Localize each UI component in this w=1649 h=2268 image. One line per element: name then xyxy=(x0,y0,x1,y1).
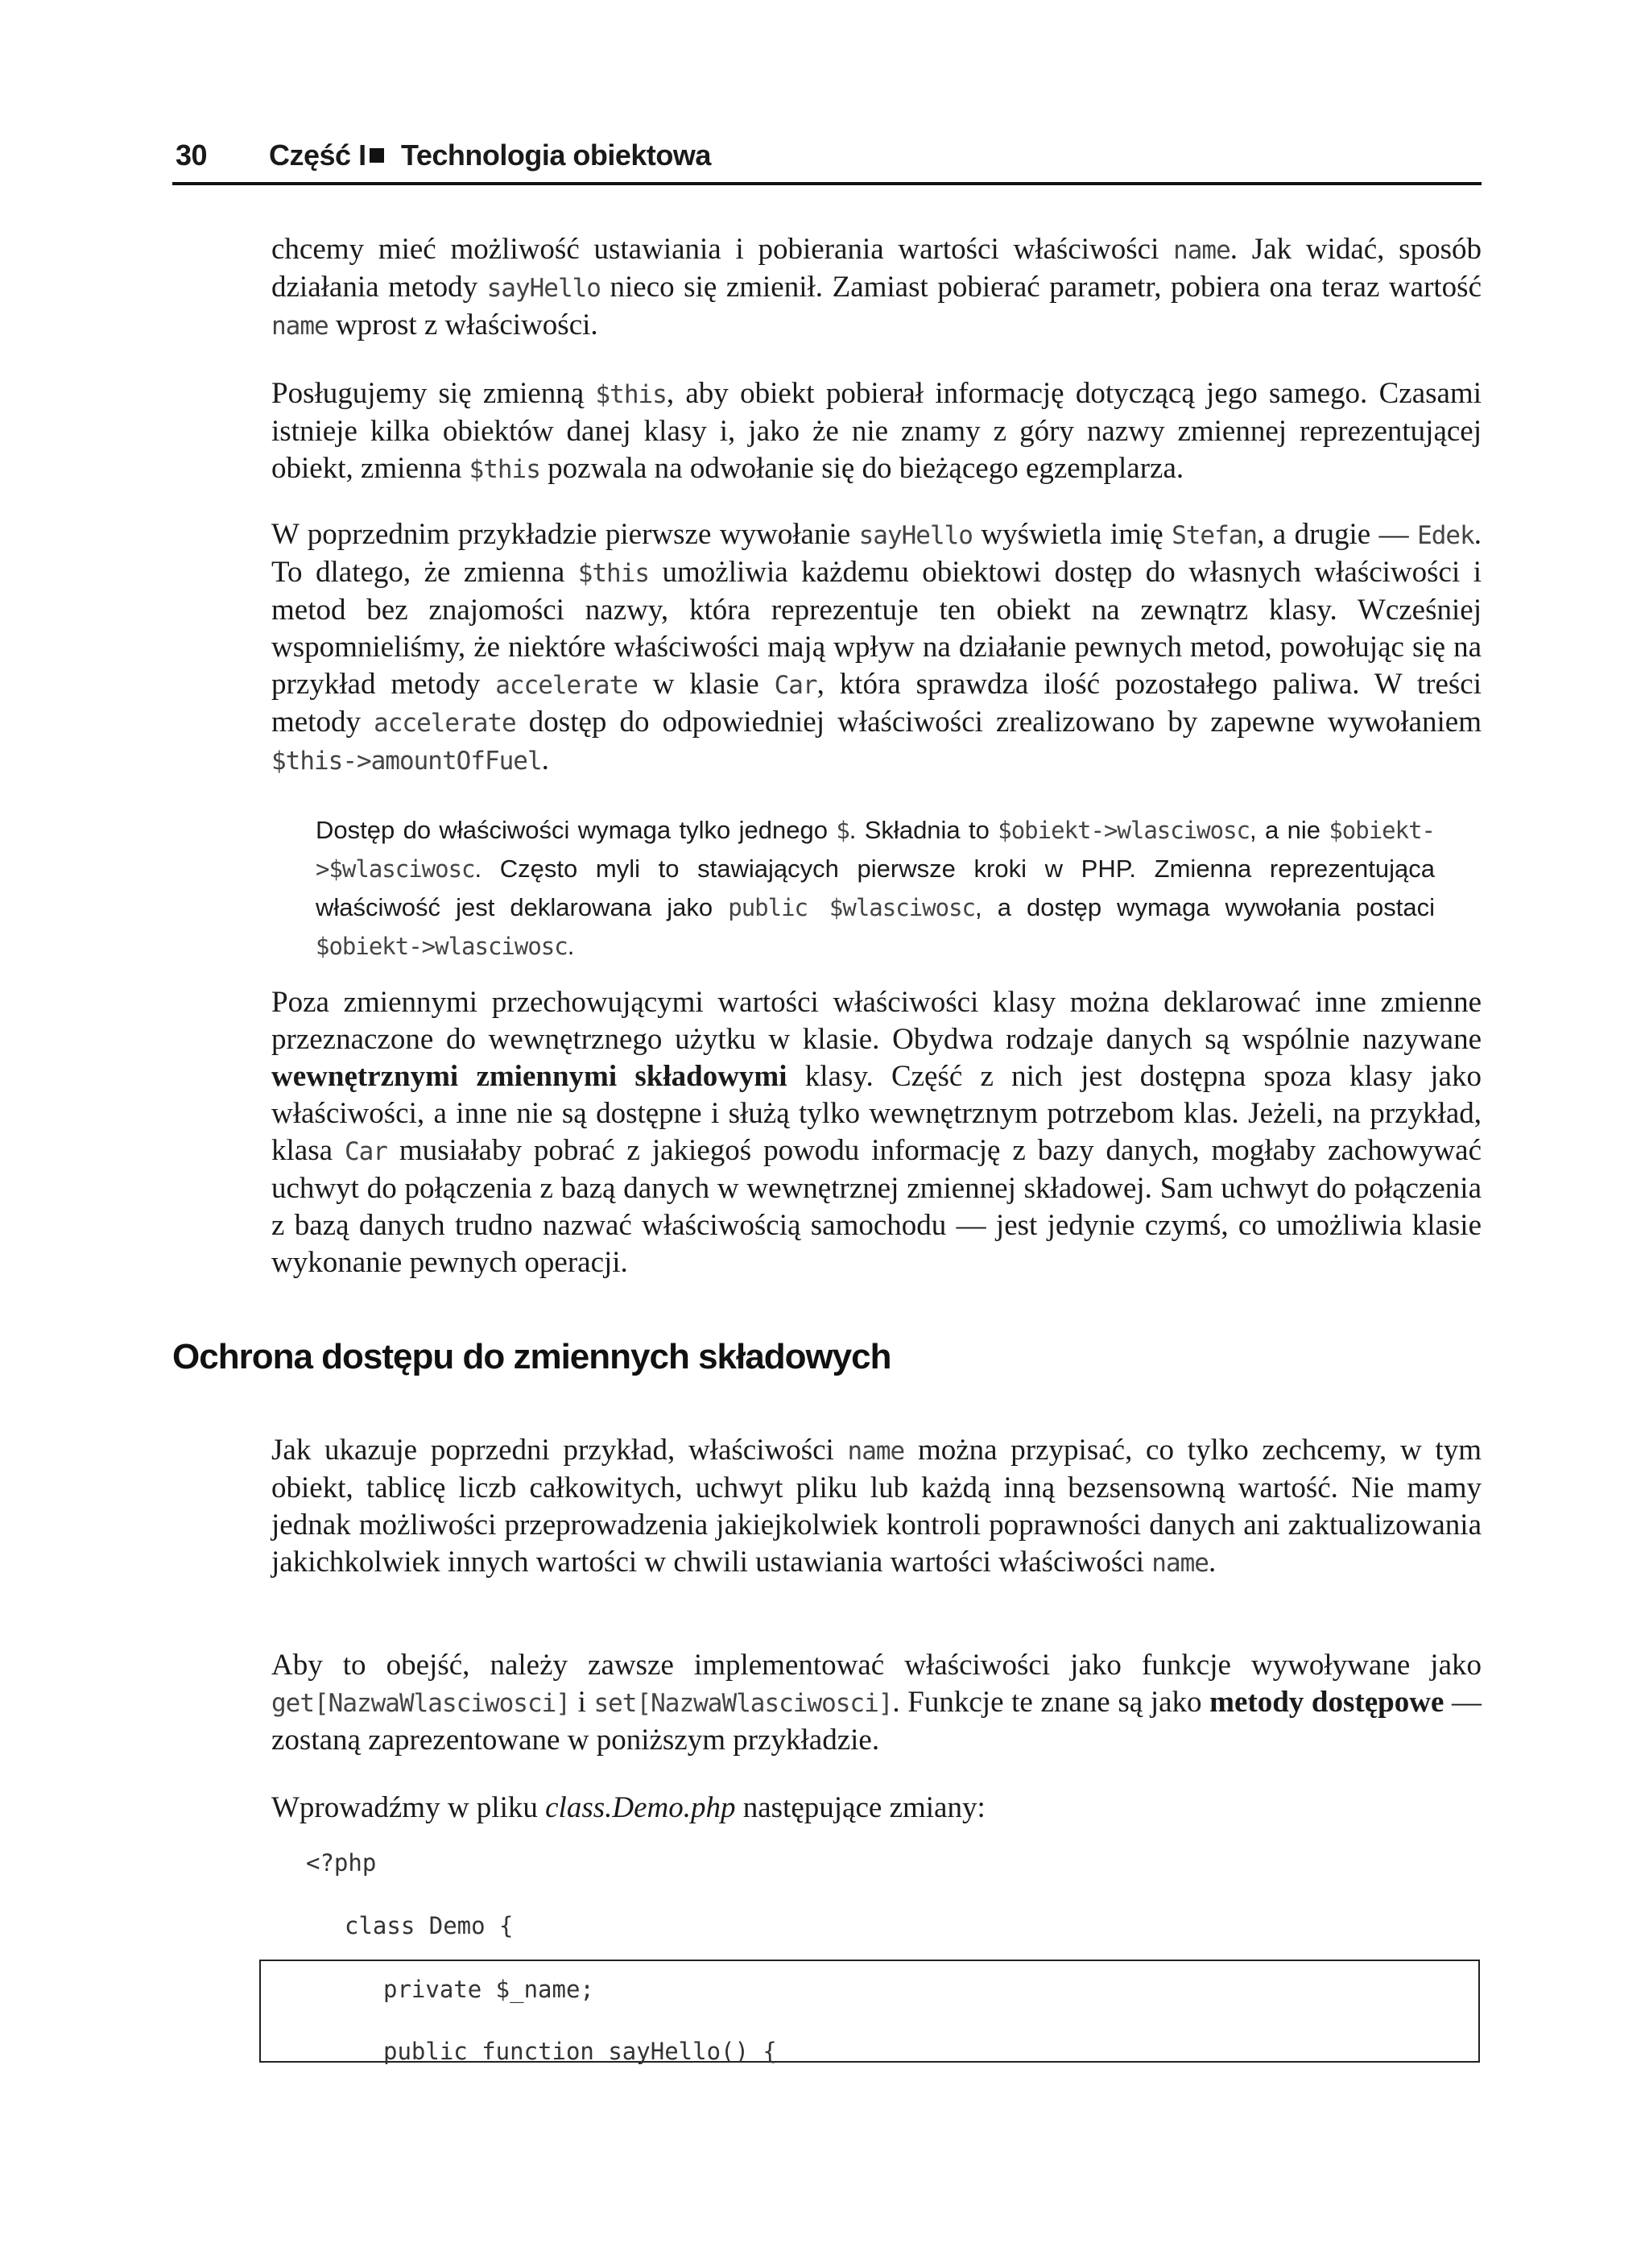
paragraph-6: Aby to obejść, należy zawsze implementować właściwości jako funkcje wywoływane jako get[NazwaWlasciwosci] i set[NazwaWlasciwosci]. Funkcje te znane są jako metody dostępowe — zostaną zaprezentowane w poniższym przykładzie. xyxy=(271,1649,1482,1757)
running-header xyxy=(172,134,1482,185)
code-line-class: class Demo { xyxy=(345,1912,514,1939)
section-heading: Ochrona dostępu do zmiennych składowych xyxy=(172,1337,891,1376)
paragraph-2: Posługujemy się zmienną $this, aby obiekt pobierał informację dotyczącą jego samego. Czasami istnieje kilka obiektów danej klasy i, jako że nie znamy z góry nazwy zmiennej reprezentującej obiekt, zmienna $this pozwala na odwołanie się do bieżącego egzemplarza. xyxy=(271,377,1482,485)
note-block: Dostęp do właściwości wymaga tylko jednego $. Składnia to $obiekt->wlasciwosc, a nie $obiekt->$wlasciwosc. Często myli to stawiających pierwsze kroki w PHP. Zmienna reprezentująca właściwość jest deklarowana jako public $wlasciwosc, a dostęp wymaga wywołania postaci $obiekt->wlasciwosc. xyxy=(316,816,1436,960)
square-bullet-icon xyxy=(370,148,384,163)
paragraph-4: Poza zmiennymi przechowującymi wartości właściwości klasy można deklarować inne zmienne przeznaczone do wewnętrznego użytku w klasie. Obydwa rodzaje danych są wspólnie nazywane wewnętrznymi zmiennymi składowymi klasy. Część z nich jest dostępna spoza klasy jako właściwości, a inne nie są dostępne i służą tylko wewnętrznym potrzebom klas. Jeżeli, na przykład, klasa Car musiałaby pobrać z jakiegoś powodu informację z bazy danych, mogłaby zachowywać uchwyt do połączenia z bazą danych w wewnętrznej zmiennej składowej. Sam uchwyt do połączenia z bazą danych trudno nazwać właściwością samochodu — jest jedynie czymś, co umożliwia klasie wykonanie pewnych operacji. xyxy=(271,986,1482,1279)
part-label: Część I xyxy=(269,139,366,172)
code-line-private: private $_name; xyxy=(383,1976,594,2003)
code-line-function: public function sayHello() { xyxy=(383,2038,777,2065)
chapter-title: Technologia obiektowa xyxy=(401,139,711,172)
paragraph-7: Wprowadźmy w pliku class.Demo.php następujące zmiany: xyxy=(271,1791,986,1824)
code-line-php-open: <?php xyxy=(306,1849,377,1877)
page-number: 30 xyxy=(176,139,208,172)
paragraph-5: Jak ukazuje poprzedni przykład, właściwości name można przypisać, co tylko zechcemy, w tym obiekt, tablicę liczb całkowitych, uchwyt pliku lub każdą inną bezsensowną wartość. Nie mamy jednak możliwości przeprowadzenia jakiejkolwiek kontroli poprawności danych ani zaktualizowania jakichkolwiek innych wartości w chwili ustawiania wartości właściwości name. xyxy=(271,1434,1482,1579)
paragraph-1: chcemy mieć możliwość ustawiania i pobierania wartości właściwości name. Jak widać, sposób działania metody sayHello nieco się zmienił. Zamiast pobierać parametr, pobiera ona teraz wartość name wprost z właściwości. xyxy=(271,233,1482,341)
paragraph-3: W poprzednim przykładzie pierwsze wywołanie sayHello wyświetla imię Stefan, a drugie — Edek. To dlatego, że zmienna $this umożliwia każdemu obiektowi dostęp do własnych właściwości i metod bez znajomości nazwy, która reprezentuje ten obiekt na zewnątrz klasy. Wcześniej wspomnieliśmy, że niektóre właściwości mają wpływ na działanie pewnych metod, powołując się na przykład metody accelerate w klasie Car, która sprawdza ilość pozostałego paliwa. W treści metody accelerate dostęp do odpowiedniej właściwości zrealizowano by zapewne wywołaniem $this->amountOfFuel. xyxy=(271,518,1482,776)
